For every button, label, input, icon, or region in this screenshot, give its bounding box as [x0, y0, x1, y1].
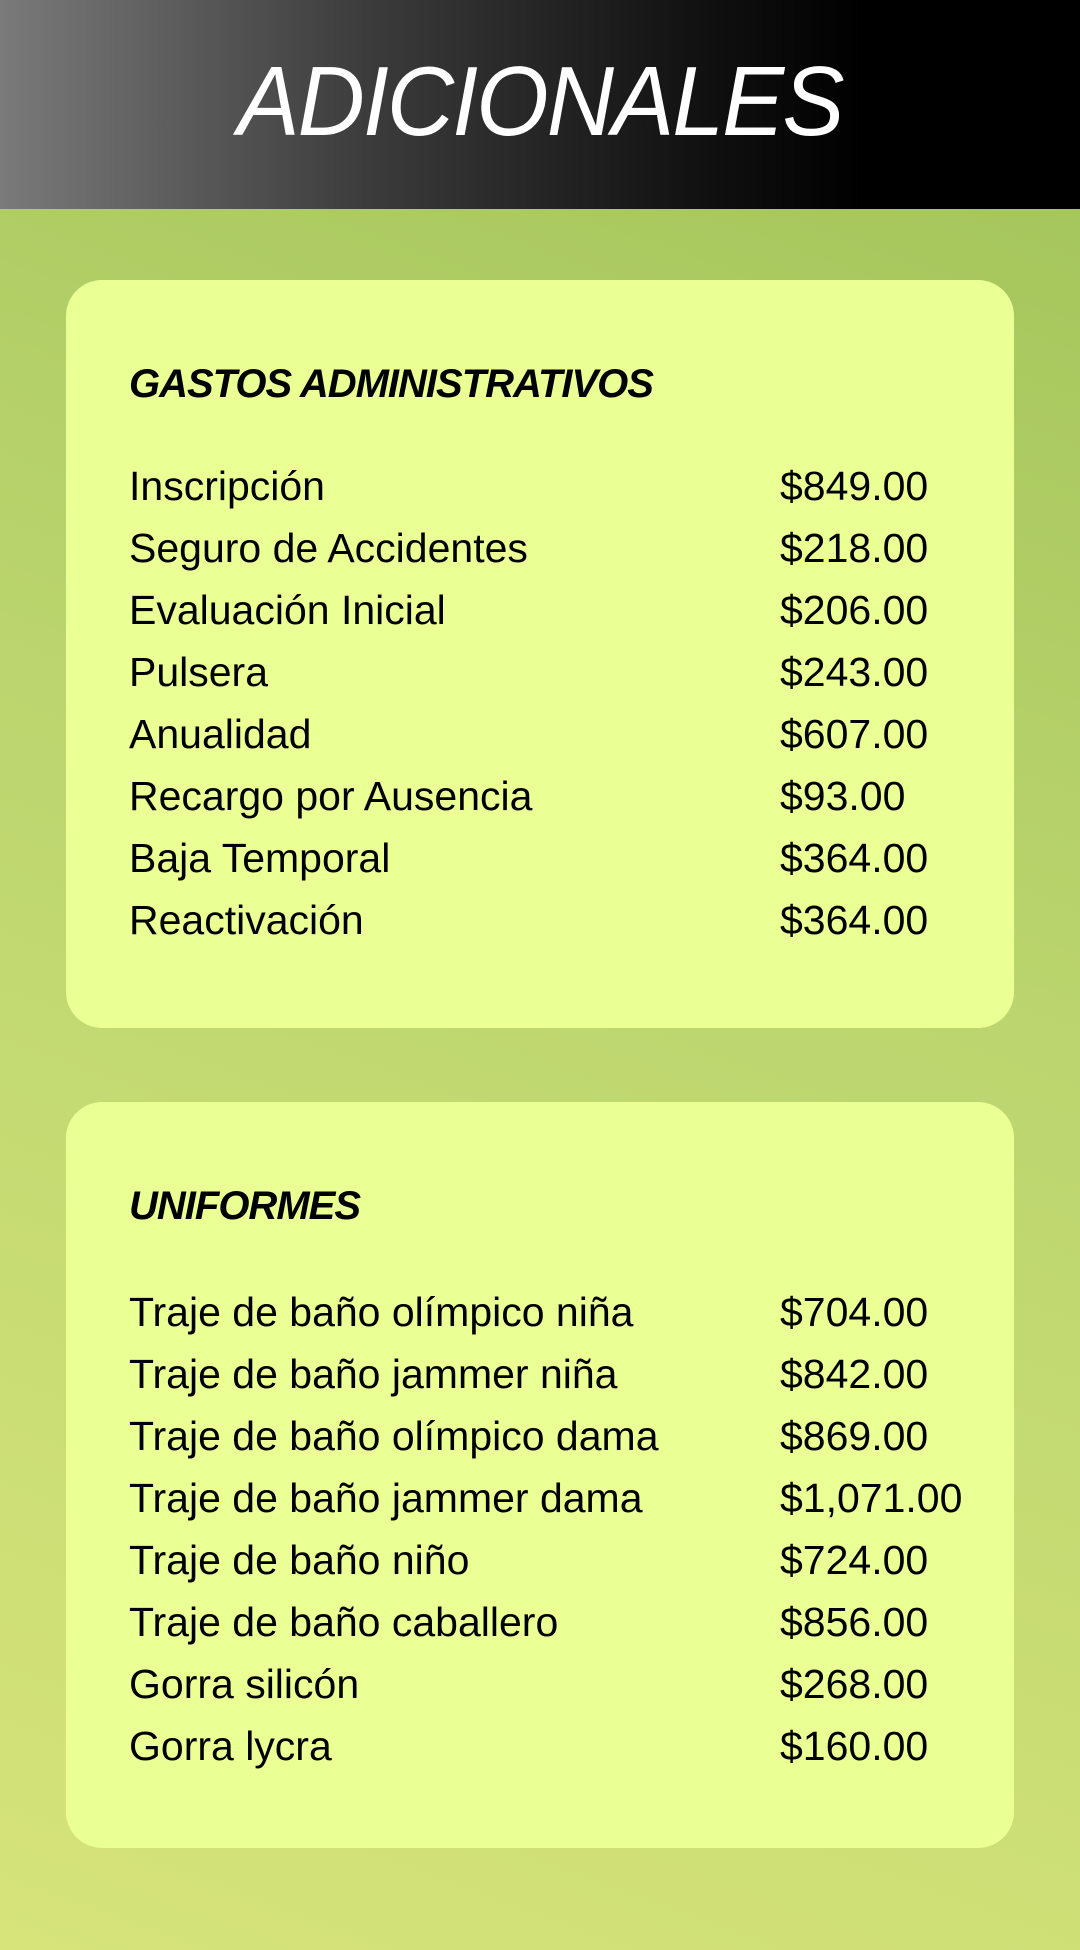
- item-name: Inscripción: [129, 463, 325, 509]
- item-name: Traje de baño olímpico dama: [129, 1413, 659, 1459]
- item-name: Recargo por Ausencia: [129, 773, 533, 819]
- price-row: [129, 1599, 974, 1661]
- item-name: Gorra lycra: [129, 1723, 332, 1769]
- item-price: $607.00: [780, 711, 929, 757]
- price-list: [129, 463, 974, 959]
- card-uniformes: [66, 1102, 1014, 1848]
- price-list: [129, 1289, 974, 1785]
- price-row: [129, 1475, 974, 1537]
- item-name: Traje de baño jammer dama: [129, 1475, 643, 1521]
- price-row: [129, 1537, 974, 1599]
- item-price: $704.00: [780, 1289, 929, 1335]
- header-banner: [0, 0, 1080, 209]
- price-row: [129, 711, 974, 773]
- price-row: [129, 835, 974, 897]
- section-title: UNIFORMES: [129, 1184, 360, 1228]
- item-price: $364.00: [780, 897, 929, 943]
- item-name: Gorra silicón: [129, 1661, 360, 1707]
- price-row: [129, 463, 974, 525]
- item-price: $160.00: [780, 1723, 929, 1769]
- item-price: $842.00: [780, 1351, 929, 1397]
- item-price: $869.00: [780, 1413, 929, 1459]
- item-price: $364.00: [780, 835, 929, 881]
- price-row: [129, 525, 974, 587]
- item-name: Traje de baño niño: [129, 1537, 470, 1583]
- item-price: $724.00: [780, 1537, 929, 1583]
- card-gastos-administrativos: [66, 280, 1014, 1028]
- item-name: Anualidad: [129, 711, 312, 757]
- item-name: Reactivación: [129, 897, 364, 943]
- price-row: [129, 1723, 974, 1785]
- price-row: [129, 1289, 974, 1351]
- price-row: [129, 1661, 974, 1723]
- page-title: ADICIONALES: [237, 46, 843, 156]
- item-name: Evaluación Inicial: [129, 587, 446, 633]
- item-name: Baja Temporal: [129, 835, 391, 881]
- item-name: Pulsera: [129, 649, 269, 695]
- item-price: $268.00: [780, 1661, 929, 1707]
- item-price: $218.00: [780, 525, 929, 571]
- price-row: [129, 1413, 974, 1475]
- item-price: $93.00: [780, 773, 906, 819]
- item-price: $206.00: [780, 587, 929, 633]
- item-price: $856.00: [780, 1599, 929, 1645]
- item-name: Traje de baño caballero: [129, 1599, 559, 1645]
- item-name: Seguro de Accidentes: [129, 525, 528, 571]
- item-price: $243.00: [780, 649, 929, 695]
- item-price: $849.00: [780, 463, 929, 509]
- item-name: Traje de baño jammer niña: [129, 1351, 618, 1397]
- price-row: [129, 897, 974, 959]
- section-title: GASTOS ADMINISTRATIVOS: [129, 362, 653, 406]
- item-name: Traje de baño olímpico niña: [129, 1289, 634, 1335]
- price-row: [129, 1351, 974, 1413]
- price-row: [129, 587, 974, 649]
- price-row: [129, 649, 974, 711]
- item-price: $1,071.00: [780, 1475, 963, 1521]
- price-row: [129, 773, 974, 835]
